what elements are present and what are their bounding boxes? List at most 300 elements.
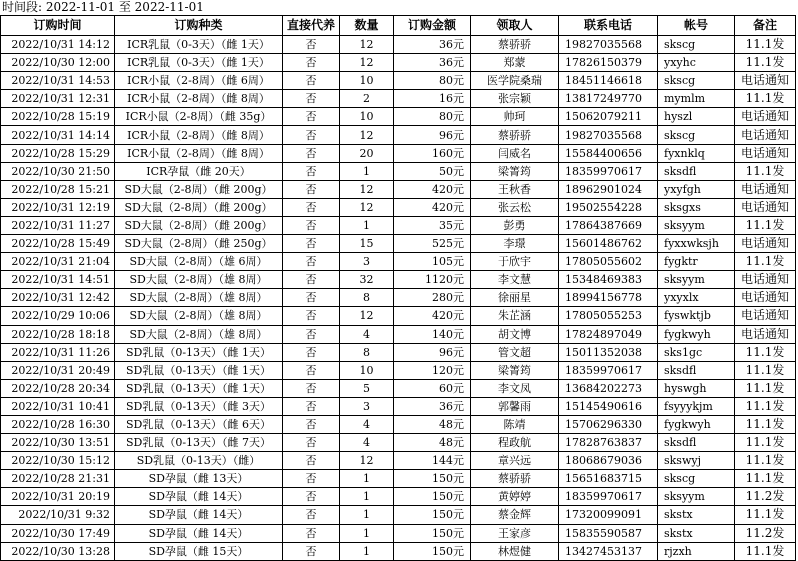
phone-cell: 15584400656 (559, 144, 658, 162)
order-type-cell: SD大鼠（2-8周）（雄 8周） (115, 271, 283, 289)
amount-cell: 48元 (394, 434, 471, 452)
order-time-cell: 2022/10/28 21:31 (1, 470, 115, 488)
table-row (1, 524, 796, 542)
order-type-cell: SD乳鼠（0-13天）（雌 3天） (115, 397, 283, 415)
account-cell: fygkwyh (658, 415, 735, 433)
amount-cell: 420元 (394, 307, 471, 325)
note-cell: 11.1发 (735, 452, 796, 470)
account-cell: fyxnklq (658, 144, 735, 162)
amount-cell: 140元 (394, 325, 471, 343)
direct-care-cell: 否 (283, 434, 340, 452)
amount-cell: 80元 (394, 72, 471, 90)
quantity-cell: 12 (340, 126, 394, 144)
order-type-cell: SD孕鼠（雌 14天） (115, 488, 283, 506)
direct-care-cell: 否 (283, 343, 340, 361)
table-row (1, 90, 796, 108)
table-row (1, 126, 796, 144)
direct-care-cell: 否 (283, 488, 340, 506)
amount-cell: 150元 (394, 488, 471, 506)
direct-care-cell: 否 (283, 379, 340, 397)
amount-cell: 120元 (394, 361, 471, 379)
direct-care-cell: 否 (283, 72, 340, 90)
quantity-cell: 4 (340, 434, 394, 452)
amount-cell: 144元 (394, 452, 471, 470)
direct-care-cell: 否 (283, 36, 340, 54)
order-time-cell: 2022/10/31 21:04 (1, 253, 115, 271)
table-row (1, 361, 796, 379)
direct-care-cell: 否 (283, 307, 340, 325)
table-row (1, 198, 796, 216)
note-cell: 11.1发 (735, 36, 796, 54)
note-cell: 11.1发 (735, 379, 796, 397)
amount-cell: 35元 (394, 216, 471, 234)
phone-cell: 18451146618 (559, 72, 658, 90)
phone-cell: 19827035568 (559, 126, 658, 144)
table-row (1, 162, 796, 180)
quantity-cell: 1 (340, 524, 394, 542)
quantity-cell: 8 (340, 343, 394, 361)
quantity-cell: 32 (340, 271, 394, 289)
account-cell: sks1gc (658, 343, 735, 361)
account-cell: mymlm (658, 90, 735, 108)
direct-care-cell: 否 (283, 90, 340, 108)
amount-cell: 96元 (394, 126, 471, 144)
order-time-cell: 2022/10/30 13:51 (1, 434, 115, 452)
order-type-cell: SD乳鼠（0-13天）（雌 1天） (115, 343, 283, 361)
table-row (1, 289, 796, 307)
order-type-cell: SD孕鼠（雌 15天） (115, 542, 283, 560)
recipient-cell: 朱芷涵 (471, 307, 559, 325)
table-row (1, 235, 796, 253)
note-cell: 电话通知 (735, 198, 796, 216)
direct-care-cell: 否 (283, 126, 340, 144)
order-time-cell: 2022/10/31 20:19 (1, 488, 115, 506)
phone-cell: 17824897049 (559, 325, 658, 343)
quantity-cell: 1 (340, 506, 394, 524)
recipient-cell: 王秋香 (471, 180, 559, 198)
account-cell: skscg (658, 72, 735, 90)
recipient-cell: 闫威名 (471, 144, 559, 162)
recipient-cell: 李文凤 (471, 379, 559, 397)
order-time-cell: 2022/10/31 12:19 (1, 198, 115, 216)
quantity-cell: 1 (340, 162, 394, 180)
col-header-recipient: 领取人 (471, 16, 559, 36)
col-header-order-time: 订购时间 (1, 16, 115, 36)
account-cell: sksyym (658, 271, 735, 289)
phone-cell: 18068679036 (559, 452, 658, 470)
table-row (1, 434, 796, 452)
note-cell: 电话通知 (735, 307, 796, 325)
account-cell: fyswktjb (658, 307, 735, 325)
date-range: 时间段: 2022-11-01 至 2022-11-01 (2, 0, 204, 14)
phone-cell: 13684202273 (559, 379, 658, 397)
amount-cell: 36元 (394, 54, 471, 72)
col-header-quantity: 数量 (340, 16, 394, 36)
order-type-cell: SD大鼠（2-8周）（雌 200g） (115, 180, 283, 198)
recipient-cell: 郭馨雨 (471, 397, 559, 415)
phone-cell: 15601486762 (559, 235, 658, 253)
note-cell: 11.1发 (735, 361, 796, 379)
quantity-cell: 3 (340, 253, 394, 271)
phone-cell: 18962901024 (559, 180, 658, 198)
account-cell: sksdfl (658, 162, 735, 180)
recipient-cell: 蔡骄骄 (471, 36, 559, 54)
quantity-cell: 12 (340, 180, 394, 198)
phone-cell: 18359970617 (559, 361, 658, 379)
recipient-cell: 陈靖 (471, 415, 559, 433)
order-type-cell: SD乳鼠（0-13天）（雌 1天） (115, 361, 283, 379)
table-row (1, 325, 796, 343)
quantity-cell: 12 (340, 36, 394, 54)
direct-care-cell: 否 (283, 415, 340, 433)
recipient-cell: 梁箐筠 (471, 162, 559, 180)
phone-cell: 15651683715 (559, 470, 658, 488)
order-time-cell: 2022/10/31 14:12 (1, 36, 115, 54)
recipient-cell: 程政航 (471, 434, 559, 452)
order-time-cell: 2022/10/31 20:49 (1, 361, 115, 379)
direct-care-cell: 否 (283, 108, 340, 126)
order-time-cell: 2022/10/31 14:53 (1, 72, 115, 90)
quantity-cell: 15 (340, 235, 394, 253)
order-time-cell: 2022/10/29 10:06 (1, 307, 115, 325)
account-cell: sksdfl (658, 434, 735, 452)
direct-care-cell: 否 (283, 397, 340, 415)
direct-care-cell: 否 (283, 216, 340, 234)
note-cell: 11.1发 (735, 343, 796, 361)
order-time-cell: 2022/10/31 12:42 (1, 289, 115, 307)
recipient-cell: 帅珂 (471, 108, 559, 126)
note-cell: 电话通知 (735, 235, 796, 253)
table-row (1, 36, 796, 54)
quantity-cell: 10 (340, 72, 394, 90)
quantity-cell: 12 (340, 307, 394, 325)
quantity-cell: 2 (340, 90, 394, 108)
amount-cell: 420元 (394, 198, 471, 216)
direct-care-cell: 否 (283, 524, 340, 542)
note-cell: 电话通知 (735, 108, 796, 126)
recipient-cell: 郑蒙 (471, 54, 559, 72)
order-type-cell: ICR孕鼠（雌 20天） (115, 162, 283, 180)
order-time-cell: 2022/10/28 20:34 (1, 379, 115, 397)
order-time-cell: 2022/10/31 11:27 (1, 216, 115, 234)
amount-cell: 525元 (394, 235, 471, 253)
col-header-account: 帐号 (658, 16, 735, 36)
order-time-cell: 2022/10/31 9:32 (1, 506, 115, 524)
table-row (1, 542, 796, 560)
order-type-cell: SD大鼠（2-8周）（雄 8周） (115, 289, 283, 307)
recipient-cell: 医学院桑瑞 (471, 72, 559, 90)
recipient-cell: 林煜健 (471, 542, 559, 560)
note-cell: 11.1发 (735, 216, 796, 234)
note-cell: 11.1发 (735, 506, 796, 524)
direct-care-cell: 否 (283, 180, 340, 198)
table-row (1, 415, 796, 433)
note-cell: 11.2发 (735, 488, 796, 506)
note-cell: 电话通知 (735, 72, 796, 90)
order-type-cell: ICR小鼠（2-8周）（雌 35g） (115, 108, 283, 126)
order-type-cell: ICR乳鼠（0-3天）（雌 1天） (115, 36, 283, 54)
recipient-cell: 李文慧 (471, 271, 559, 289)
phone-cell: 17828763837 (559, 434, 658, 452)
amount-cell: 150元 (394, 524, 471, 542)
order-type-cell: ICR小鼠（2-8周）（雌 6周） (115, 72, 283, 90)
amount-cell: 36元 (394, 397, 471, 415)
order-time-cell: 2022/10/28 15:29 (1, 144, 115, 162)
table-row (1, 343, 796, 361)
direct-care-cell: 否 (283, 325, 340, 343)
quantity-cell: 12 (340, 54, 394, 72)
header-row (1, 16, 796, 36)
direct-care-cell: 否 (283, 144, 340, 162)
table-row (1, 307, 796, 325)
phone-cell: 15011352038 (559, 343, 658, 361)
order-type-cell: SD孕鼠（雌 14天） (115, 524, 283, 542)
phone-cell: 19502554228 (559, 198, 658, 216)
phone-cell: 19827035568 (559, 36, 658, 54)
recipient-cell: 章兴远 (471, 452, 559, 470)
order-type-cell: ICR小鼠（2-8周）（雌 8周） (115, 144, 283, 162)
account-cell: skscg (658, 470, 735, 488)
recipient-cell: 彭勇 (471, 216, 559, 234)
order-type-cell: ICR小鼠（2-8周）（雌 8周） (115, 90, 283, 108)
phone-cell: 15062079211 (559, 108, 658, 126)
table-row (1, 180, 796, 198)
phone-cell: 13817249770 (559, 90, 658, 108)
note-cell: 11.1发 (735, 542, 796, 560)
direct-care-cell: 否 (283, 54, 340, 72)
quantity-cell: 3 (340, 397, 394, 415)
amount-cell: 50元 (394, 162, 471, 180)
order-time-cell: 2022/10/28 18:18 (1, 325, 115, 343)
recipient-cell: 李璟 (471, 235, 559, 253)
account-cell: sksyym (658, 488, 735, 506)
recipient-cell: 徐丽星 (471, 289, 559, 307)
phone-cell: 17805055253 (559, 307, 658, 325)
account-cell: fygkwyh (658, 325, 735, 343)
note-cell: 11.1发 (735, 54, 796, 72)
direct-care-cell: 否 (283, 271, 340, 289)
table-row (1, 216, 796, 234)
note-cell: 电话通知 (735, 271, 796, 289)
order-time-cell: 2022/10/28 16:30 (1, 415, 115, 433)
order-type-cell: SD大鼠（2-8周）（雌 200g） (115, 198, 283, 216)
recipient-cell: 黄婷婷 (471, 488, 559, 506)
account-cell: skstx (658, 506, 735, 524)
account-cell: sksgxs (658, 198, 735, 216)
account-cell: skswyj (658, 452, 735, 470)
amount-cell: 160元 (394, 144, 471, 162)
order-time-cell: 2022/10/30 13:28 (1, 542, 115, 560)
phone-cell: 18994156778 (559, 289, 658, 307)
direct-care-cell: 否 (283, 198, 340, 216)
account-cell: yxyfgh (658, 180, 735, 198)
col-header-order-type: 订购种类 (115, 16, 283, 36)
quantity-cell: 8 (340, 289, 394, 307)
order-time-cell: 2022/10/30 17:49 (1, 524, 115, 542)
recipient-cell: 蔡骄骄 (471, 470, 559, 488)
phone-cell: 17826150379 (559, 54, 658, 72)
amount-cell: 150元 (394, 506, 471, 524)
order-type-cell: SD乳鼠（0-13天）（雌） (115, 452, 283, 470)
order-time-cell: 2022/10/31 14:51 (1, 271, 115, 289)
direct-care-cell: 否 (283, 361, 340, 379)
order-type-cell: SD乳鼠（0-13天）（雌 6天） (115, 415, 283, 433)
account-cell: fygktr (658, 253, 735, 271)
quantity-cell: 10 (340, 108, 394, 126)
quantity-cell: 1 (340, 216, 394, 234)
account-cell: rjzxh (658, 542, 735, 560)
table-row (1, 72, 796, 90)
phone-cell: 17805055602 (559, 253, 658, 271)
amount-cell: 420元 (394, 180, 471, 198)
quantity-cell: 12 (340, 452, 394, 470)
recipient-cell: 蔡骄骄 (471, 126, 559, 144)
note-cell: 11.1发 (735, 162, 796, 180)
amount-cell: 105元 (394, 253, 471, 271)
table-row (1, 397, 796, 415)
note-cell: 11.1发 (735, 90, 796, 108)
phone-cell: 18359970617 (559, 162, 658, 180)
amount-cell: 16元 (394, 90, 471, 108)
note-cell: 11.2发 (735, 524, 796, 542)
order-type-cell: SD大鼠（2-8周）（雄 8周） (115, 307, 283, 325)
order-time-cell: 2022/10/31 10:41 (1, 397, 115, 415)
note-cell: 11.1发 (735, 470, 796, 488)
direct-care-cell: 否 (283, 470, 340, 488)
direct-care-cell: 否 (283, 542, 340, 560)
col-header-amount: 订购金额 (394, 16, 471, 36)
order-time-cell: 2022/10/30 12:00 (1, 54, 115, 72)
direct-care-cell: 否 (283, 289, 340, 307)
account-cell: hyswgh (658, 379, 735, 397)
amount-cell: 36元 (394, 36, 471, 54)
note-cell: 11.1发 (735, 434, 796, 452)
order-time-cell: 2022/10/31 12:31 (1, 90, 115, 108)
table-row (1, 253, 796, 271)
note-cell: 11.1发 (735, 397, 796, 415)
recipient-cell: 张宗颖 (471, 90, 559, 108)
table-row (1, 452, 796, 470)
order-type-cell: SD乳鼠（0-13天）（雌 7天） (115, 434, 283, 452)
phone-cell: 17864387669 (559, 216, 658, 234)
recipient-cell: 管文超 (471, 343, 559, 361)
order-time-cell: 2022/10/28 15:19 (1, 108, 115, 126)
table-row (1, 379, 796, 397)
account-cell: fyxxwksjh (658, 235, 735, 253)
col-header-note: 备注 (735, 16, 796, 36)
account-cell: skscg (658, 36, 735, 54)
order-type-cell: SD大鼠（2-8周）（雌 250g） (115, 235, 283, 253)
direct-care-cell: 否 (283, 506, 340, 524)
amount-cell: 80元 (394, 108, 471, 126)
order-time-cell: 2022/10/28 15:49 (1, 235, 115, 253)
order-type-cell: SD大鼠（2-8周）（雄 8周） (115, 325, 283, 343)
recipient-cell: 蔡金辉 (471, 506, 559, 524)
quantity-cell: 12 (340, 198, 394, 216)
col-header-phone: 联系电话 (559, 16, 658, 36)
phone-cell: 15348469383 (559, 271, 658, 289)
account-cell: yxyxlx (658, 289, 735, 307)
phone-cell: 15835590587 (559, 524, 658, 542)
order-type-cell: SD大鼠（2-8周）（雄 6周） (115, 253, 283, 271)
phone-cell: 15145490616 (559, 397, 658, 415)
table-row (1, 506, 796, 524)
col-header-direct-care: 直接代养 (283, 16, 340, 36)
direct-care-cell: 否 (283, 253, 340, 271)
order-time-cell: 2022/10/30 15:12 (1, 452, 115, 470)
account-cell: skstx (658, 524, 735, 542)
order-time-cell: 2022/10/31 11:26 (1, 343, 115, 361)
order-time-cell: 2022/10/30 21:50 (1, 162, 115, 180)
recipient-cell: 王家彦 (471, 524, 559, 542)
order-type-cell: ICR乳鼠（0-3天）（雌 1天） (115, 54, 283, 72)
table-row (1, 144, 796, 162)
recipient-cell: 张云松 (471, 198, 559, 216)
account-cell: fsyyykjm (658, 397, 735, 415)
table-row (1, 271, 796, 289)
order-type-cell: SD乳鼠（0-13天）（雌 1天） (115, 379, 283, 397)
account-cell: sksyym (658, 216, 735, 234)
order-time-cell: 2022/10/28 15:21 (1, 180, 115, 198)
quantity-cell: 5 (340, 379, 394, 397)
direct-care-cell: 否 (283, 235, 340, 253)
recipient-cell: 胡文博 (471, 325, 559, 343)
recipient-cell: 于欣宇 (471, 253, 559, 271)
amount-cell: 1120元 (394, 271, 471, 289)
phone-cell: 13427453137 (559, 542, 658, 560)
table-row (1, 488, 796, 506)
account-cell: hyszl (658, 108, 735, 126)
order-type-cell: SD孕鼠（雌 14天） (115, 506, 283, 524)
amount-cell: 150元 (394, 470, 471, 488)
account-cell: skscg (658, 126, 735, 144)
note-cell: 电话通知 (735, 126, 796, 144)
quantity-cell: 4 (340, 415, 394, 433)
note-cell: 电话通知 (735, 325, 796, 343)
order-type-cell: SD大鼠（2-8周）（雌 200g） (115, 216, 283, 234)
account-cell: yxyhc (658, 54, 735, 72)
direct-care-cell: 否 (283, 452, 340, 470)
order-time-cell: 2022/10/31 14:14 (1, 126, 115, 144)
order-type-cell: SD孕鼠（雌 13天） (115, 470, 283, 488)
quantity-cell: 10 (340, 361, 394, 379)
amount-cell: 96元 (394, 343, 471, 361)
amount-cell: 280元 (394, 289, 471, 307)
account-cell: sksdfl (658, 361, 735, 379)
amount-cell: 150元 (394, 542, 471, 560)
table-row (1, 470, 796, 488)
quantity-cell: 1 (340, 488, 394, 506)
quantity-cell: 1 (340, 542, 394, 560)
amount-cell: 60元 (394, 379, 471, 397)
note-cell: 电话通知 (735, 180, 796, 198)
quantity-cell: 20 (340, 144, 394, 162)
table-row (1, 54, 796, 72)
phone-cell: 17320099091 (559, 506, 658, 524)
note-cell: 11.1发 (735, 253, 796, 271)
recipient-cell: 梁箐筠 (471, 361, 559, 379)
phone-cell: 18359970617 (559, 488, 658, 506)
phone-cell: 15706296330 (559, 415, 658, 433)
quantity-cell: 4 (340, 325, 394, 343)
note-cell: 电话通知 (735, 144, 796, 162)
orders-table (0, 15, 796, 561)
order-type-cell: ICR小鼠（2-8周）（雌 8周） (115, 126, 283, 144)
note-cell: 11.1发 (735, 415, 796, 433)
table-row (1, 108, 796, 126)
direct-care-cell: 否 (283, 162, 340, 180)
amount-cell: 48元 (394, 415, 471, 433)
